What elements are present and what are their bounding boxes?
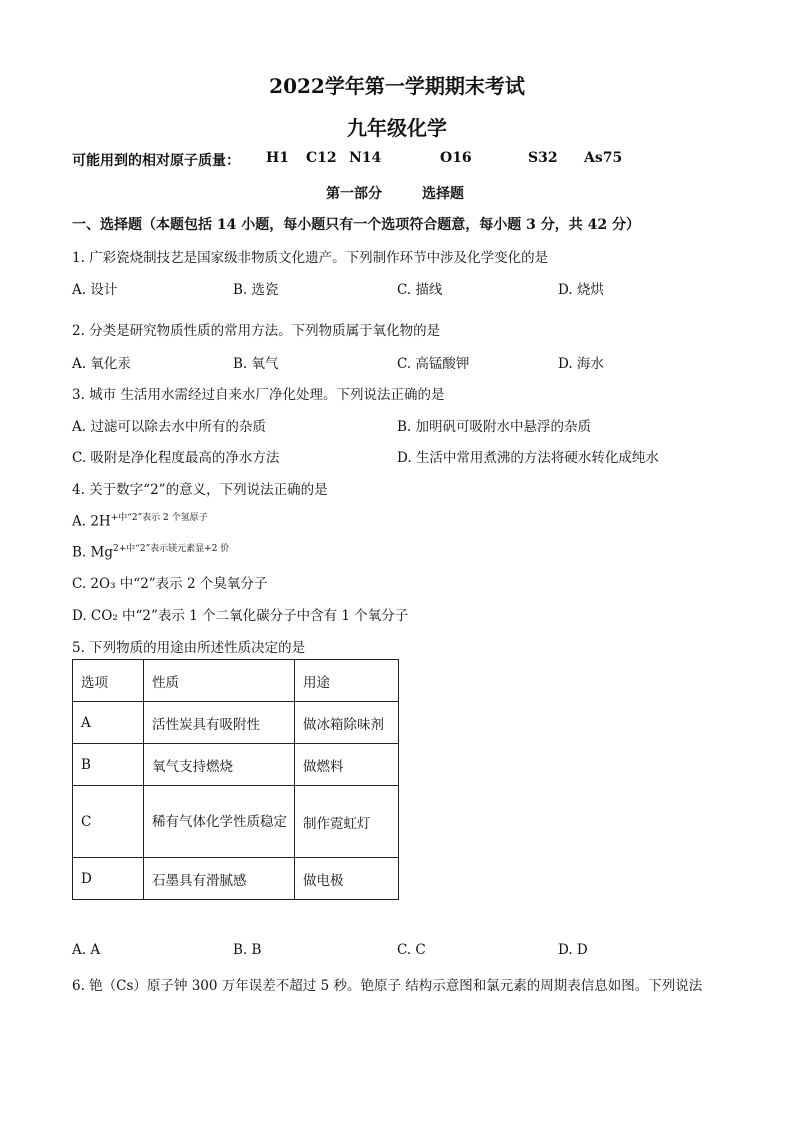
table-cell: 做燃料	[295, 744, 399, 786]
exam-title: 2022学年第一学期期末考试	[269, 74, 525, 98]
table-cell: 做电极	[295, 858, 399, 900]
section-heading: 一、选择题（本题包括 14 小题，每小题只有一个选项符合题意，每小题 3 分，共 42 分）	[72, 217, 640, 233]
option-d: D. 海水	[558, 356, 604, 372]
atomic-mass-item: As75	[584, 150, 623, 166]
table-cell: 氧气支持燃烧	[144, 744, 295, 786]
atomic-mass-label: 可能用到的相对原子质量：	[72, 153, 240, 169]
option-a: A. 设计	[72, 282, 118, 298]
option-b: B. 加明矾可吸附水中悬浮的杂质	[397, 419, 592, 435]
option-prefix: B. Mg	[72, 544, 113, 561]
question-stem: 1. 广彩瓷烧制技艺是国家级非物质文化遗产。下列制作环节中涉及化学变化的是	[72, 250, 549, 266]
option-a	[72, 510, 208, 530]
table-cell: 活性炭具有吸附性	[144, 702, 295, 744]
option-prefix: A. 2H	[72, 513, 111, 530]
table-row	[73, 858, 399, 900]
option-a: A. 过滤可以除去水中所有的杂质	[72, 419, 266, 435]
table-header-cell: 性质	[144, 660, 295, 702]
option-c: C. 2O₃ 中“2”表示 2 个臭氧分子	[72, 576, 268, 592]
question-stem: 3. 城市 生活用水需经过自来水厂净化处理。下列说法正确的是	[72, 387, 445, 403]
exam-subtitle: 九年级化学	[347, 116, 447, 140]
table-row	[73, 744, 399, 786]
atomic-mass-item: N14	[349, 150, 382, 166]
question-stem: 4. 关于数字“2”的意义，下列说法正确的是	[72, 482, 328, 498]
atomic-mass-item: C12	[306, 150, 337, 166]
table-header-cell: 用途	[295, 660, 399, 702]
option-a: A. A	[72, 942, 101, 958]
table-cell: D	[73, 858, 144, 900]
option-b: B. 选瓷	[233, 282, 279, 298]
table-cell: C	[73, 786, 144, 858]
table-header-row	[73, 660, 399, 702]
table-row	[73, 786, 399, 858]
property-use-table	[72, 659, 399, 900]
question-stem: 2. 分类是研究物质性质的常用方法。下列物质属于氧化物的是	[72, 323, 441, 339]
option-b: B. 氧气	[233, 356, 279, 372]
option-d: D. 烧烘	[558, 282, 604, 298]
table-cell: A	[73, 702, 144, 744]
table-header-cell: 选项	[73, 660, 144, 702]
atomic-mass-item: H1	[266, 150, 289, 166]
option-b: B. B	[233, 942, 262, 958]
option-c: C. C	[397, 942, 426, 958]
table-cell: B	[73, 744, 144, 786]
question-stem: 5. 下列物质的用途由所述性质决定的是	[72, 640, 306, 656]
option-c: C. 高锰酸钾	[397, 356, 470, 372]
table-cell: 做冰箱除味剂	[295, 702, 399, 744]
atomic-mass-line	[72, 150, 672, 170]
option-d: D. D	[558, 942, 588, 958]
option-d: D. 生活中常用煮沸的方法将硬水转化成纯水	[397, 450, 659, 466]
option-d: D. CO₂ 中“2”表示 1 个二氧化碳分子中含有 1 个氧分子	[72, 608, 409, 624]
part-label: 第一部分	[326, 186, 382, 202]
table-cell: 制作霓虹灯	[295, 786, 399, 858]
question-stem: 6. 铯（Cs）原子钟 300 万年误差不超过 5 秒。铯原子 结构示意图和氯元素的周期表信息如图。下列说法	[72, 978, 703, 994]
table-row	[73, 702, 399, 744]
option-tiny-text: +中“2”表示 2 个氢原子	[110, 513, 208, 523]
part-name: 选择题	[422, 186, 464, 202]
option-b	[72, 541, 229, 561]
atomic-mass-item: S32	[528, 150, 558, 166]
option-tiny-text: 2+中“2”表示镁元素显+2 价	[112, 544, 230, 554]
table-cell: 石墨具有滑腻感	[144, 858, 295, 900]
table-cell: 稀有气体化学性质稳定	[144, 786, 295, 858]
option-c: C. 描线	[397, 282, 443, 298]
atomic-mass-item: O16	[440, 150, 472, 166]
option-a: A. 氧化汞	[72, 356, 131, 372]
option-c: C. 吸附是净化程度最高的净水方法	[72, 450, 280, 466]
